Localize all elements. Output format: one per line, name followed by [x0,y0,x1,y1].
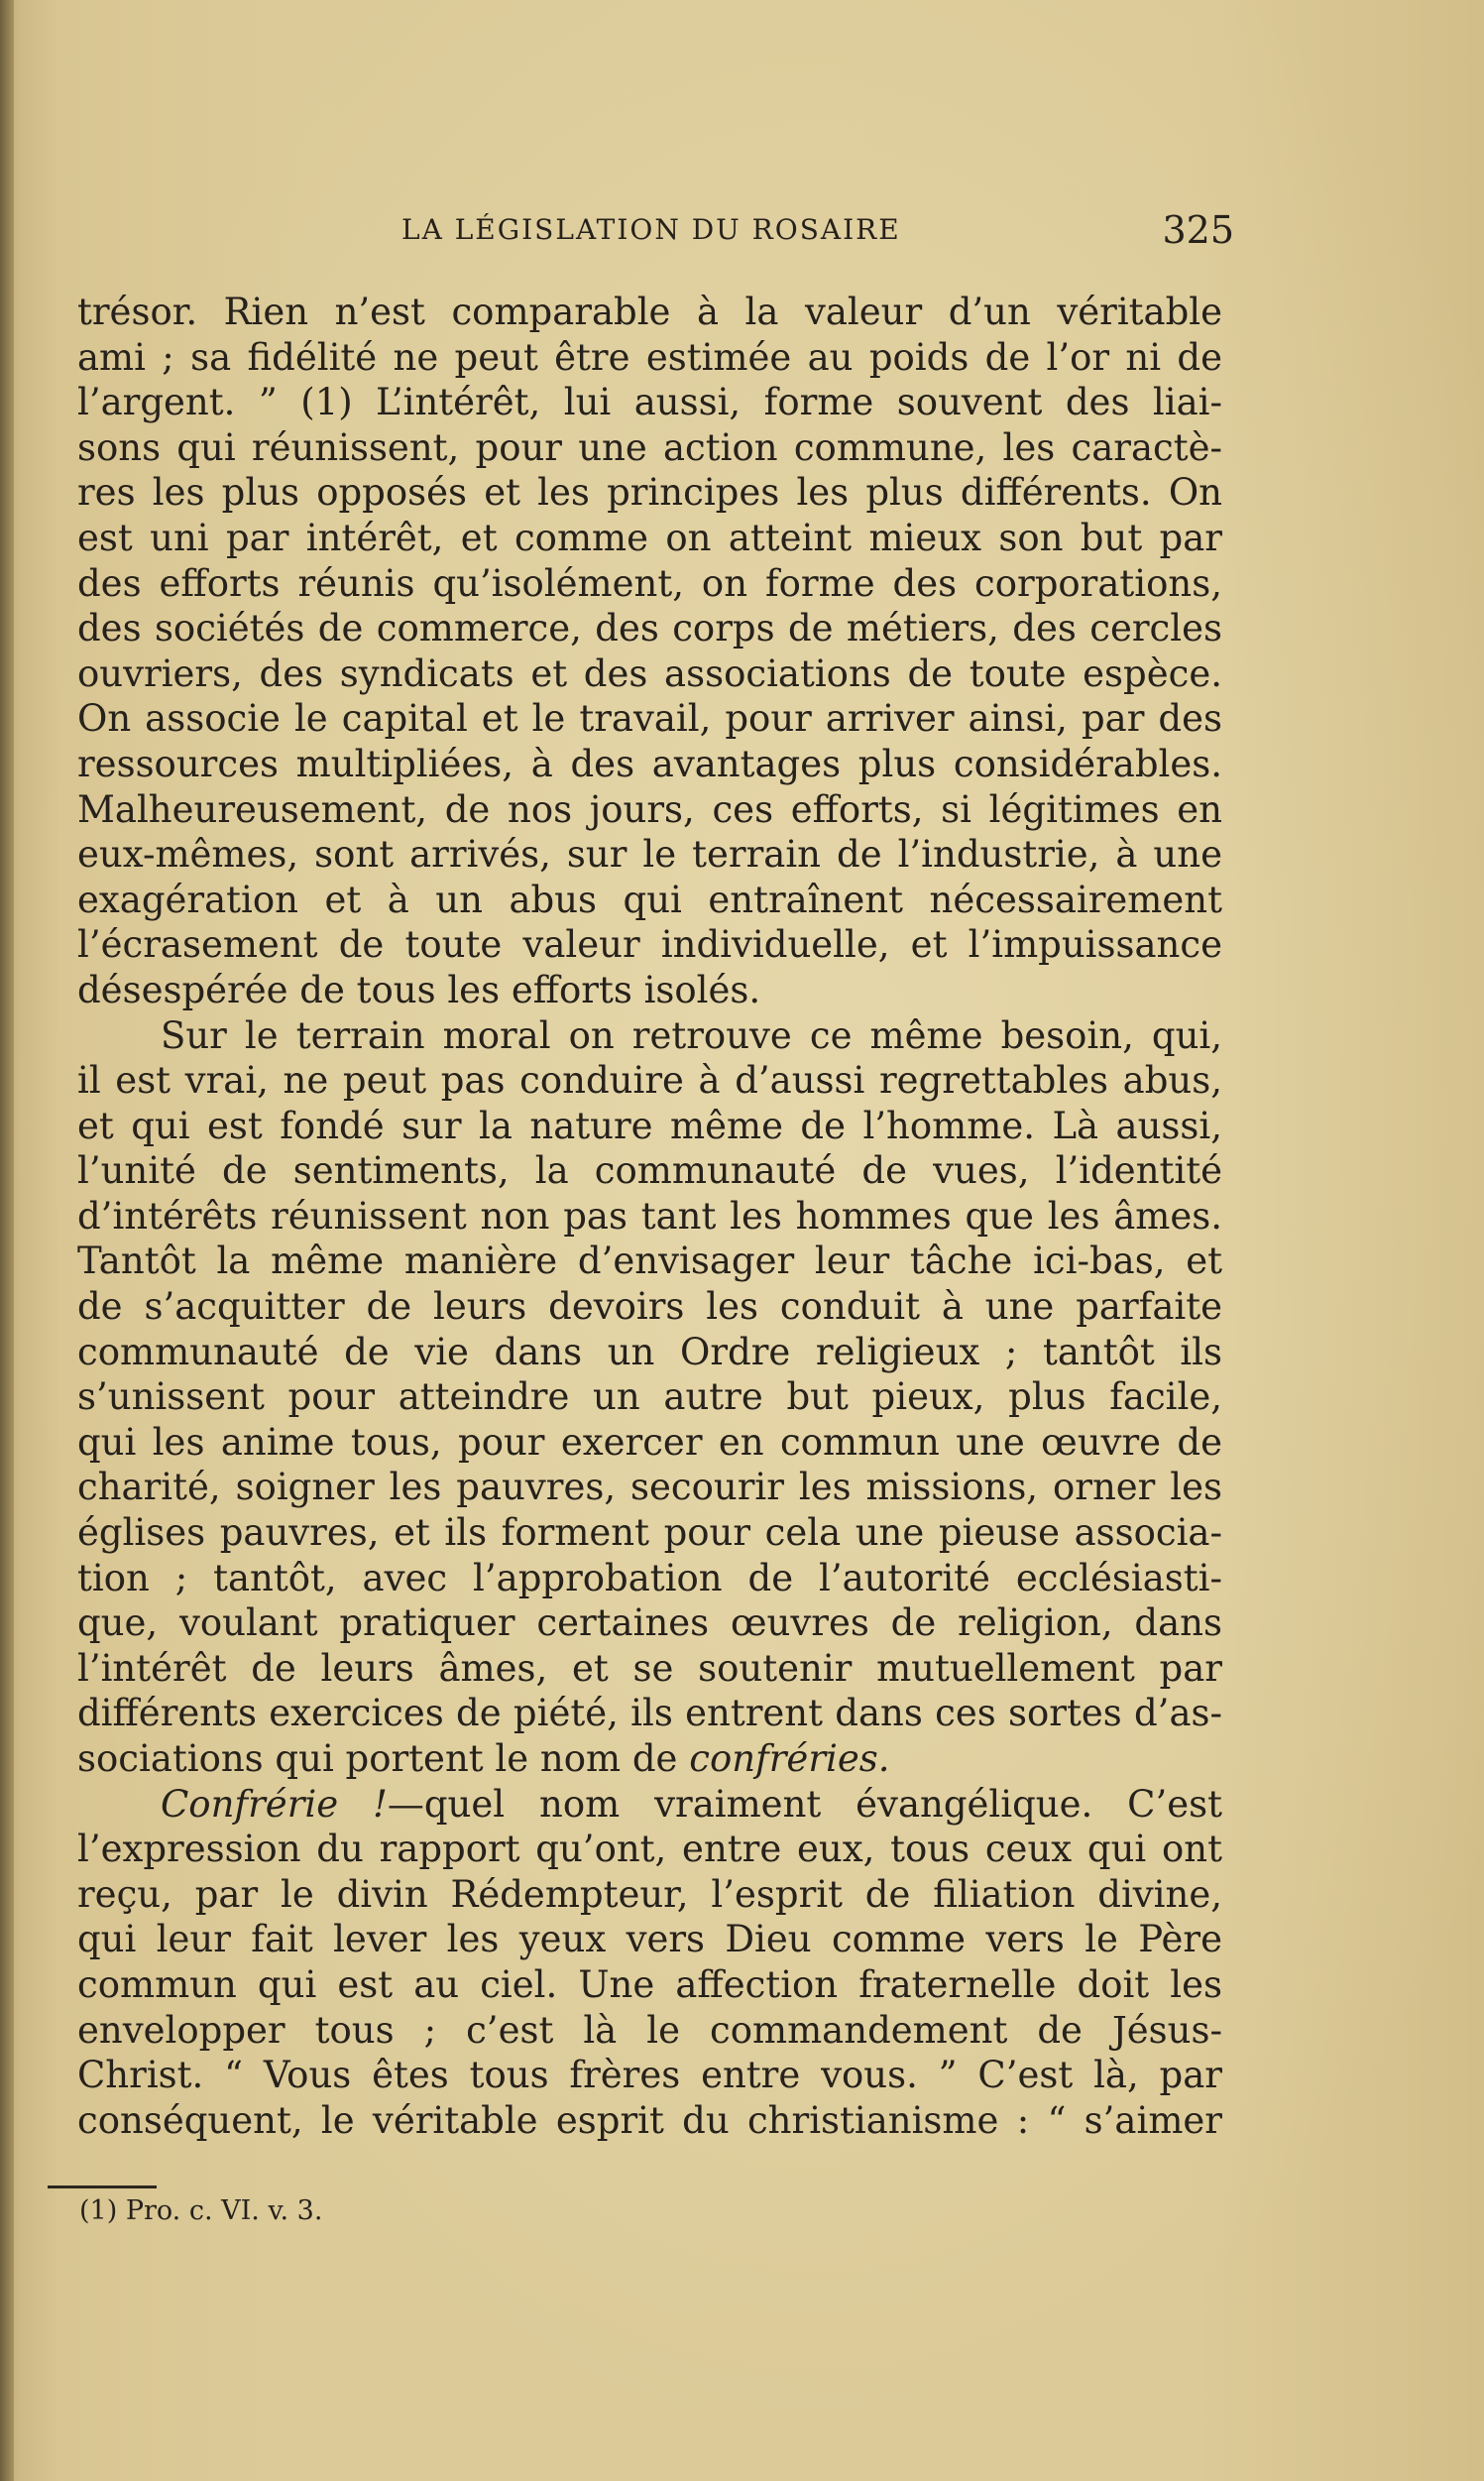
main-text [77,290,1222,2143]
text-line: désespérée de tous les efforts isolés. [77,968,761,1011]
footnote-divider [48,2186,157,2188]
text-line: envelopper tous ; c’est là le commandement de Jésus- [77,2008,1222,2052]
italic-term: confréries. [689,1737,890,1780]
text-line: sons qui réunissent, pour une action commune, les caractè- [77,425,1222,469]
text-line: charité, soigner les pauvres, secourir les missions, orner les [77,1466,1222,1509]
text-line: exagération et à un abus qui entraînent nécessairement [77,878,1222,921]
text-line: On associe le capital et le travail, pour arriver ainsi, par des [77,697,1222,741]
text-line: des sociétés de commerce, des corps de métiers, des cercles [77,607,1222,650]
text-line: commun qui est au ciel. Une affection fraternelle doit les [77,1962,1222,2006]
binding-gutter [0,0,14,2481]
text-line: ouvriers, des syndicats et des associations de toute espèce. [77,651,1222,695]
text-line: d’intérêts réunissent non pas tant les hommes que les âmes. [77,1194,1222,1238]
text-line: ami ; sa fidélité ne peut être estimée au poids de l’or ni de [77,335,1222,379]
page-number: 325 [1162,208,1234,252]
text-line: l’écrasement de toute valeur individuelle, et l’impuissance [77,923,1222,967]
text-line: res les plus opposés et les principes les plus différents. On [77,471,1222,515]
text-line: qui leur fait lever les yeux vers Dieu comme vers le Père [77,1918,1222,1961]
text-line: trésor. Rien n’est comparable à la valeur d’un véritable [77,291,1222,333]
text-line: qui les anime tous, pour exercer en commun une œuvre de [77,1420,1222,1464]
text-run: —quel nom vraiment évangélique. C’est [387,1782,1222,1826]
running-header [401,208,1234,252]
text-line: il est vrai, ne peut pas conduire à d’aussi regrettables abus, [77,1059,1222,1103]
text-line: et qui est fondé sur la nature même de l’homme. Là aussi, [77,1104,1222,1147]
text-line [77,1782,1222,1828]
text-line: que, voulant pratiquer certaines œuvres de religion, dans [77,1601,1222,1645]
text-line [77,1736,1222,1782]
italic-term: Confrérie ! [161,1782,388,1826]
text-line: communauté de vie dans un Ordre religieux ; tantôt ils [77,1330,1222,1373]
text-line: est uni par intérêt, et comme on atteint mieux son but par [77,516,1222,559]
text-line: des efforts réunis qu’isolément, on forme des corporations, [77,561,1222,605]
text-line: différents exercices de piété, ils entrent dans ces sortes d’as- [77,1692,1222,1735]
text-line: reçu, par le divin Rédempteur, l’esprit de filiation divine, [77,1872,1222,1916]
text-line: eux-mêmes, sont arrivés, sur le terrain de l’industrie, à une [77,833,1222,877]
running-title: LA LÉGISLATION DU ROSAIRE [401,213,901,246]
footnote: (1) Pro. c. VI. v. 3. [79,2195,323,2226]
text-line: Malheureusement, de nos jours, ces efforts, si légitimes en [77,787,1222,831]
text-line: conséquent, le véritable esprit du christianisme : “ s’aimer [77,2098,1222,2142]
text-run: sociations qui portent le nom de [77,1737,678,1780]
text-line: Christ. “ Vous êtes tous frères entre vous. ” C’est là, par [77,2054,1222,2097]
text-line: tion ; tantôt, avec l’approbation de l’autorité ecclésiasti- [77,1556,1222,1599]
text-line: s’unissent pour atteindre un autre but pieux, plus facile, [77,1375,1222,1419]
text-line: l’intérêt de leurs âmes, et se soutenir mutuellement par [77,1646,1222,1690]
text-line: l’expression du rapport qu’ont, entre eux, tous ceux qui ont [77,1828,1222,1871]
text-line: églises pauvres, et ils forment pour cela une pieuse associa- [77,1511,1222,1555]
text-line: l’argent. ” (1) L’intérêt, lui aussi, forme souvent des liai- [77,381,1222,424]
text-line: Tantôt la même manière d’envisager leur tâche ici-bas, et [77,1240,1222,1283]
text-line: l’unité de sentiments, la communauté de vues, l’identité [77,1149,1222,1193]
text-line: Sur le terrain moral on retrouve ce même besoin, qui, [161,1013,1222,1057]
text-line: ressources multipliées, à des avantages plus considérables. [77,742,1222,785]
text-line: de s’acquitter de leurs devoirs les conduit à une parfaite [77,1285,1222,1329]
